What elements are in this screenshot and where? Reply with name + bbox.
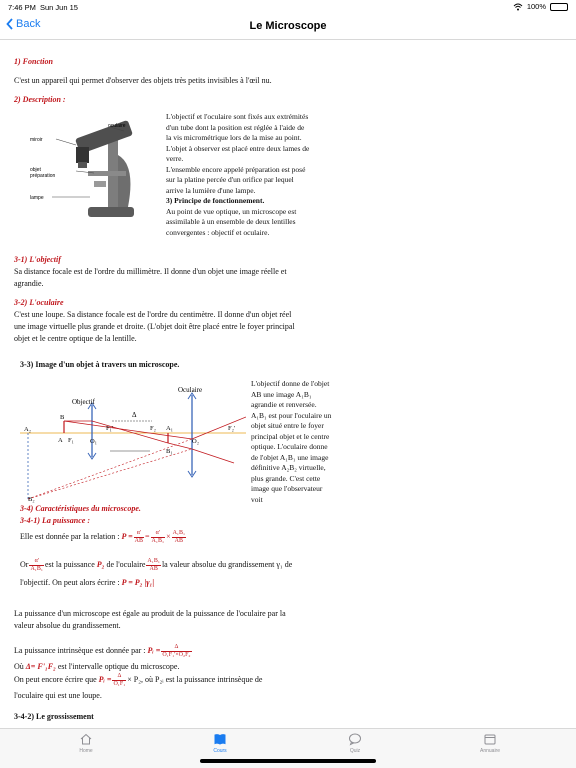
puissance-formula-line: Elle est donnée par la relation : P = $\frac{\alpha'}{AB}$ = $\frac{\alpha'}{\text{A₁B₁}}$ × $\frac{\text{A₁B₁}}{AB}$ — [20, 529, 186, 544]
intrinseque-text: La puissance intrinsèque est donnée par : — [14, 646, 146, 655]
principe-line: Au point de vue optique, un microscope est — [166, 206, 297, 216]
objectif-line: Sa distance focale est de l'ordre du millimètre. Il donne d'un objet une image réelle et — [14, 267, 287, 276]
principe-line: convergentes : objectif et oculaire. — [166, 227, 270, 237]
tab-cours[interactable] — [190, 732, 250, 754]
formula-p-p2-gamma: P = P₂ |γ₁| — [121, 578, 155, 587]
desc-line: L'objectif et l'oculaire sont fixés aux extrémités — [166, 112, 309, 121]
expl-line: définitive A₂B₂ virtuelle, — [251, 463, 326, 472]
puissance-product-line: valeur absolue du grandissement. — [14, 621, 121, 630]
diag-b2-label: B₂ — [28, 496, 35, 503]
puissance-product-line: La puissance d'un microscope est égale au produit de la puissance de l'oculaire par la — [14, 609, 286, 618]
label-lampe: lampe — [30, 195, 44, 201]
chat-icon — [348, 732, 362, 746]
ecrire-pi-text: On peut encore écrire que — [14, 675, 97, 684]
puissance-ecrire-line — [20, 577, 154, 589]
home-indicator[interactable] — [200, 759, 376, 763]
image-explanation-block — [251, 379, 361, 505]
oculaire-title: 3-2) L'oculaire — [14, 298, 64, 307]
tab-annuaire-label: Annuaire — [479, 748, 500, 754]
tab-home[interactable] — [56, 732, 116, 754]
diag-a2-label: A₂ — [24, 426, 31, 433]
formula-delta-def: Δ= F'₁F₂ — [25, 662, 56, 671]
calendar-icon — [483, 732, 497, 746]
ecrire-pi-line — [14, 671, 262, 689]
grossissement-title: 3-4-2) Le grossissement — [14, 712, 94, 721]
battery-icon — [550, 3, 568, 11]
expl-line: voit — [251, 494, 263, 504]
fraction-delta-o1f1: $\frac{\Delta}{\text{O₁F₁}}$ — [113, 672, 126, 687]
formula-pi-2: Pᵢ = — [96, 675, 112, 684]
diag-f2p-label: F₂' — [228, 425, 236, 432]
diag-objectif-label: Objectif — [72, 398, 95, 406]
section-fonction-text: C'est un appareil qui permet d'observer des objets très petits invisibles à l'œil nu. — [14, 76, 272, 85]
or-text-b: est la puissance — [44, 560, 95, 569]
section-fonction-title: 1) Fonction — [14, 57, 53, 66]
tab-annuaire[interactable] — [460, 732, 520, 754]
formula-p2: P₂ — [94, 560, 107, 569]
status-date: Sun Jun 15 — [40, 3, 78, 12]
battery-percent: 100% — [526, 2, 546, 11]
back-label: Back — [16, 18, 41, 30]
fraction-delta: $\frac{\Delta}{\text{O₁F₁'×O₂F₂}}$ — [162, 643, 191, 658]
diag-o2-label: O₂ — [192, 438, 199, 445]
diag-b1-label: B₁ — [166, 448, 173, 455]
description-text-block — [166, 112, 356, 238]
label-miroir: miroir — [30, 137, 43, 143]
formula-pi: Pᵢ = — [145, 646, 161, 655]
puissance-title: 3-4-1) La puissance : — [20, 516, 90, 525]
status-right — [513, 2, 568, 11]
page-title: Le Microscope — [249, 20, 327, 32]
status-time: 7:46 PM — [8, 3, 36, 12]
puissance-or-line — [20, 556, 292, 574]
desc-line: verre. — [166, 154, 184, 163]
oculaire-line: objet et le centre optique de la lentille. — [14, 334, 137, 343]
diag-a1-label: A₁ — [166, 425, 173, 432]
expl-line: L'objectif donne de l'objet — [251, 379, 330, 388]
principe-title: 3) Principe de fonctionnement. — [166, 196, 265, 205]
desc-line: L'objet à observer est placé entre deux lames de — [166, 143, 310, 153]
loupe-line: l'oculaire qui est une loupe. — [14, 691, 102, 700]
label-objet: objet — [30, 167, 41, 173]
wifi-icon — [513, 3, 523, 11]
expl-line: agrandie et renversée. — [251, 400, 317, 409]
expl-line: plus grande. C'est cette — [251, 473, 321, 483]
expl-line: principal objet et le centre — [251, 431, 330, 441]
status-bar — [0, 0, 576, 14]
ecrire-pi-rest: × P₂, où P₂ᵢ est la puissance intrinsèque de — [127, 675, 263, 684]
formula-p: P = — [119, 532, 133, 541]
oculaire-line: C'est une loupe. Sa distance focale est de l'ordre du centimètre. Il donne d'un objet réel — [14, 310, 292, 319]
intrinseque-line — [14, 642, 193, 660]
fraction-a1b1-ab: $\frac{\text{A₁B₁}}{AB}$ — [172, 529, 186, 544]
objectif-line: agrandie. — [14, 279, 44, 288]
ecrire-text: l'objectif. On peut alors écrire : — [20, 578, 120, 587]
expl-line: A₁B₁ est pour l'oculaire un — [251, 410, 332, 420]
diag-oculaire-label: Oculaire — [178, 386, 203, 394]
diag-f2-label: F₂ — [150, 425, 156, 432]
image-section-title: 3-3) Image d'un objet à travers un microscope. — [20, 360, 180, 369]
label-preparation: préparation — [30, 173, 56, 179]
ou-word: Où — [14, 662, 24, 671]
expl-line: optique. L'oculaire donne — [251, 442, 328, 451]
tab-home-label: Home — [79, 748, 93, 754]
lesson-content[interactable] — [0, 41, 576, 728]
oculaire-line: une image virtuelle plus grande et droite. (L'objet doit être placé entre le foyer principal — [14, 322, 295, 331]
desc-line: la vis micrométrique lors de la mise au point. — [166, 133, 302, 142]
fraction-alpha-ab: $\frac{\alpha'}{AB}$ — [134, 529, 144, 544]
or-text-c: de l'oculaire — [106, 560, 146, 569]
diag-a-label: A — [58, 437, 63, 444]
home-icon — [79, 732, 93, 746]
desc-line: L'ensemble encore appelé préparation est posé — [166, 164, 306, 174]
desc-line: arrive la lumière d'une lampe. — [166, 185, 256, 195]
diag-f1p-label: F₁' — [106, 425, 114, 432]
or-word: Or — [20, 560, 29, 569]
diag-f1-label: F₁ — [68, 437, 74, 444]
desc-line: sur la platine percée d'un orifice par lequel — [166, 175, 294, 184]
diag-o1-label: O₁ — [90, 438, 97, 445]
book-icon — [213, 732, 227, 746]
optics-diagram — [20, 375, 246, 503]
tab-quiz[interactable] — [325, 732, 385, 754]
expl-line: image que l'observateur — [251, 484, 323, 493]
fraction-a1b1-ab-2: A₁B₁ AB — [147, 557, 160, 572]
caracteristiques-title: 3-4) Caractéristiques du microscope. — [20, 504, 141, 513]
microscope-illustration — [24, 115, 154, 227]
navigation-bar — [0, 14, 576, 40]
puissance-formula-intro: Elle est donnée par la relation : — [20, 532, 120, 541]
label-oculaire: oculaire — [108, 123, 126, 129]
or-text-d: la valeur absolue du grandissement γ₁ de — [161, 560, 293, 569]
expl-line: objet situé entre le foyer — [251, 421, 324, 430]
fraction-alpha-a1b1: $\frac{\alpha'}{\text{A₁B₁}}$ — [151, 529, 165, 544]
tab-cours-label: Cours — [213, 748, 227, 754]
desc-line: d'un tube dont la position est réglée à l'aide de — [166, 122, 305, 132]
section-description-title: 2) Description : — [14, 95, 66, 104]
tab-quiz-label: Quiz — [349, 748, 361, 754]
intervalle-text: est l'intervalle optique du microscope. — [57, 662, 180, 671]
principe-line: assimilable à un ensemble de deux lentilles — [166, 217, 296, 226]
objectif-title: 3-1) L'objectif — [14, 255, 61, 264]
diag-b-label: B — [60, 414, 65, 421]
expl-line: de l'objet A₁B₁ une image — [251, 452, 329, 462]
fraction-alpha-a1b1-2: α' A₁B₁ — [30, 557, 43, 572]
expl-line: AB une image A₁B₁ — [251, 389, 312, 399]
diag-delta-label: Δ — [132, 411, 137, 419]
